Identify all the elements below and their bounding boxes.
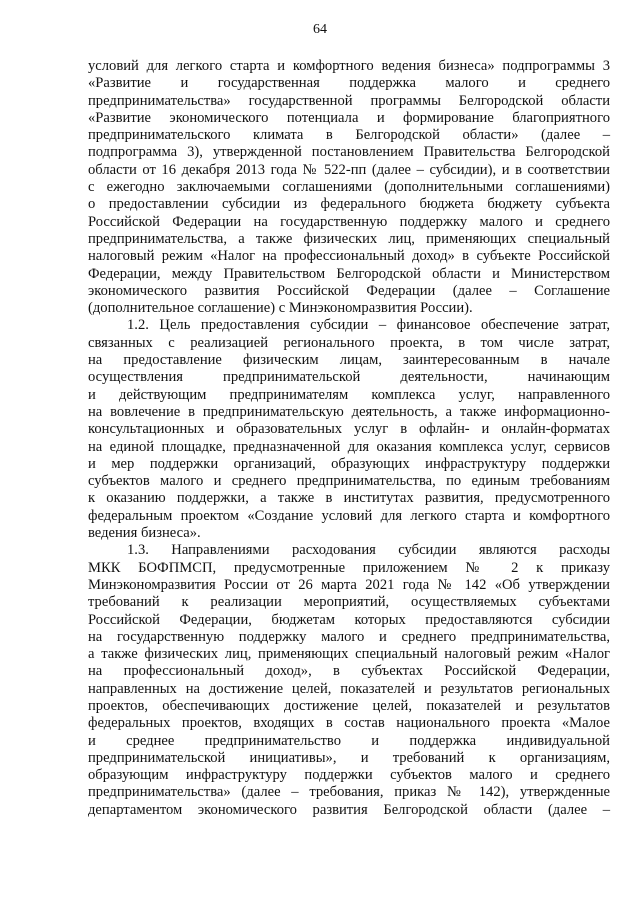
text-line: экономического развития Российской Федерации (далее – Соглашение	[88, 282, 610, 299]
text-line: предпринимательства» государственной программы Белгородской области	[88, 92, 610, 109]
text-line: связанных с реализацией регионального проекта, в том числе затрат,	[88, 334, 610, 351]
body-text	[88, 58, 610, 819]
text-line: на предоставление физическим лицам, заинтересованным в начале	[88, 352, 610, 369]
text-line: и действующим предпринимателям комплекса услуг, направленного	[88, 386, 610, 403]
text-line: на единой площадке, предназначенной для оказания комплекса услуг, сервисов	[88, 438, 610, 455]
text-line: а также физических лиц, применяющих специальный налоговый режим «Налог	[88, 646, 610, 663]
text-line: области от 16 декабря 2013 года № 522-пп (далее – субсидии), и в соответствии	[88, 161, 610, 178]
text-line: 1.2. Цель предоставления субсидии – финансовое обеспечение затрат,	[127, 317, 610, 334]
text-line: федеральных проектов, входящих в состав национального проекта «Малое	[88, 715, 610, 732]
text-line: Российской Федерации, бюджетам которых предоставляются субсидии	[88, 611, 610, 628]
text-line: налоговый режим «Налог на профессиональный доход» в субъекте Российской	[88, 248, 610, 265]
text-line: предпринимательства» (далее – требования, приказ № 142), утвержденные	[88, 784, 610, 801]
text-line: «Развитие экономического потенциала и формирование благоприятного	[88, 109, 610, 126]
text-line: проектов, обеспечивающих достижение целей, показателей и результатов	[88, 697, 610, 714]
text-line: МКК БОФПМСП, предусмотренные приложением № 2 к приказу	[88, 559, 610, 576]
text-line: предпринимательства, а также физических лиц, применяющих специальный	[88, 230, 610, 247]
text-line: условий для легкого старта и комфортного ведения бизнеса» подпрограммы 3	[88, 58, 610, 74]
text-line: департаментом экономического развития Белгородской области (далее –	[88, 801, 610, 818]
text-line: о предоставлении субсидии из федерального бюджета бюджету субъекта	[88, 196, 610, 213]
text-line: (дополнительное соглашение) с Минэкономразвития России).	[88, 300, 473, 317]
text-line: предпринимательской инициативы», и требований к организациям,	[88, 749, 610, 766]
text-line: направленных на достижение целей, показателей и результатов региональных	[88, 680, 610, 697]
text-line: 1.3. Направлениями расходования субсидии являются расходы	[127, 542, 610, 559]
text-line: на государственную поддержку малого и среднего предпринимательства,	[88, 628, 610, 645]
text-line: на профессиональный доход», в субъектах Российской Федерации,	[88, 663, 610, 680]
text-line: предпринимательского климата в Белгородской области» (далее –	[88, 127, 610, 144]
text-line: к оказанию поддержки, а также в институтах развития, предусмотренного	[88, 490, 610, 507]
text-line: Федерации, между Правительством Белгородской области и Министерством	[88, 265, 610, 282]
text-line: и мер поддержки организаций, образующих инфраструктуру поддержки	[88, 455, 610, 472]
text-line: подпрограмма 3), утвержденной постановлением Правительства Белгородской	[88, 144, 610, 161]
text-line: Минэкономразвития России от 26 марта 2021 года № 142 «Об утверждении	[88, 576, 610, 593]
text-line: образующим инфраструктуру поддержки субъектов малого и среднего	[88, 767, 610, 784]
text-line: консультационных и образовательных услуг в офлайн- и онлайн-форматах	[88, 421, 610, 438]
text-line: осуществления предпринимательской деятельности, начинающим	[88, 369, 610, 386]
text-line: с ежегодно заключаемыми соглашениями (дополнительными соглашениями)	[88, 179, 610, 196]
text-line: на вовлечение в предпринимательскую деятельность, а также информационно-	[88, 403, 610, 420]
text-line: и среднее предпринимательство и поддержка индивидуальной	[88, 732, 610, 749]
text-line: ведения бизнеса».	[88, 525, 201, 542]
text-line: субъектов малого и среднего предпринимательства, по единым требованиям	[88, 473, 610, 490]
text-line: «Развитие и государственная поддержка малого и среднего	[88, 75, 610, 92]
text-line: требований к реализации мероприятий, осуществляемых субъектами	[88, 594, 610, 611]
page-number: 64	[313, 22, 327, 37]
text-line: Российской Федерации на государственную поддержку малого и среднего	[88, 213, 610, 230]
text-line: федеральным проектом «Создание условий для легкого старта и комфортного	[88, 507, 610, 524]
